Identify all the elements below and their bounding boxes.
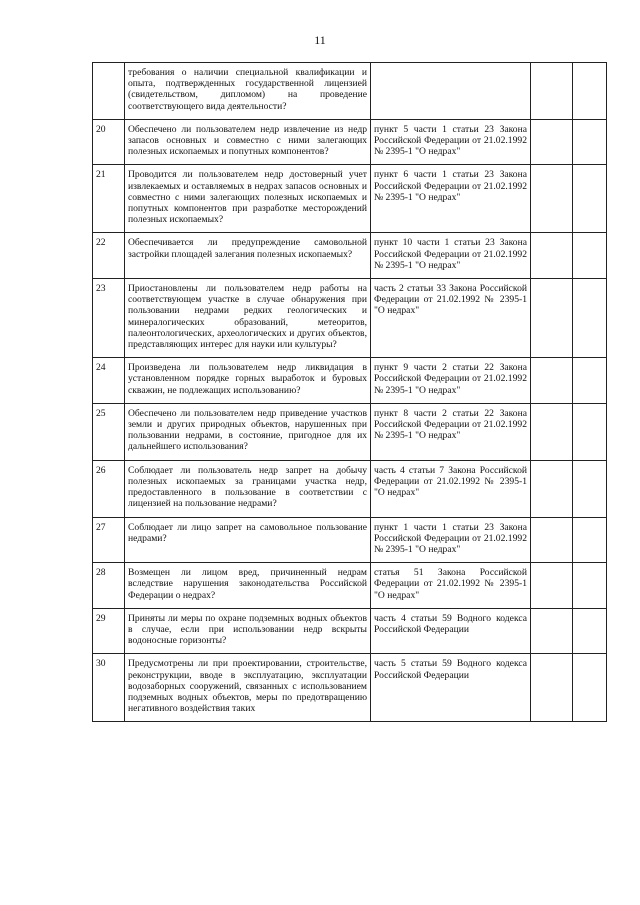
answer-cell <box>531 517 573 563</box>
question-cell: Возмещен ли лицом вред, причиненный недрам вследствие нарушения законодательства Российской Федерации о недрах? <box>125 563 371 609</box>
legal-reference-cell: часть 2 статьи 33 Закона Российской Федерации от 21.02.1992 № 2395-1 "О недрах" <box>371 279 531 358</box>
legal-reference-cell: пункт 10 части 1 статьи 23 Закона Российской Федерации от 21.02.1992 № 2395-1 "О недрах" <box>371 233 531 279</box>
note-cell <box>573 279 607 358</box>
table-row <box>93 358 607 404</box>
answer-cell <box>531 63 573 120</box>
legal-reference-cell: часть 4 статьи 7 Закона Российской Федерации от 21.02.1992 № 2395-1 "О недрах" <box>371 460 531 517</box>
answer-cell <box>531 165 573 233</box>
note-cell <box>573 563 607 609</box>
row-number <box>93 63 125 120</box>
row-number: 24 <box>93 358 125 404</box>
row-number: 27 <box>93 517 125 563</box>
row-number: 28 <box>93 563 125 609</box>
note-cell <box>573 654 607 722</box>
checklist-table <box>92 62 607 722</box>
answer-cell <box>531 358 573 404</box>
table-row <box>93 403 607 460</box>
question-cell: Проводится ли пользователем недр достоверный учет извлекаемых и оставляемых в недрах запасов основных и совместно с ними залегающих полезных ископаемых и попутных компонентов при разработке месторождений полезных ископаемых? <box>125 165 371 233</box>
question-cell: Приостановлены ли пользователем недр работы на соответствующем участке в случае обнаружения при пользовании недрами редких геологических и минералогических образований, метеоритов, палеонтологических, археологических и других объектов, представляющих интерес для науки или культуры? <box>125 279 371 358</box>
table-row <box>93 165 607 233</box>
question-cell: Предусмотрены ли при проектировании, строительстве, реконструкции, вводе в эксплуатацию, эксплуатации водозаборных сооружений, связанных с использованием подземных водных объектов, меры по предотвращению негативного воздействия таких <box>125 654 371 722</box>
answer-cell <box>531 563 573 609</box>
row-number: 29 <box>93 608 125 654</box>
table-row <box>93 563 607 609</box>
row-number: 22 <box>93 233 125 279</box>
table-row <box>93 460 607 517</box>
table-row <box>93 517 607 563</box>
row-number: 25 <box>93 403 125 460</box>
table-row <box>93 119 607 165</box>
answer-cell <box>531 654 573 722</box>
legal-reference-cell: пункт 5 части 1 статьи 23 Закона Российской Федерации от 21.02.1992 № 2395-1 "О недрах" <box>371 119 531 165</box>
question-cell: Соблюдает ли пользователь недр запрет на добычу полезных ископаемых за границами участка недр, предоставленного в пользование в соответствии с лицензией на пользование недрами? <box>125 460 371 517</box>
note-cell <box>573 165 607 233</box>
row-number: 23 <box>93 279 125 358</box>
legal-reference-cell <box>371 63 531 120</box>
table-row <box>93 654 607 722</box>
note-cell <box>573 233 607 279</box>
question-cell: Соблюдает ли лицо запрет на самовольное пользование недрами? <box>125 517 371 563</box>
row-number: 21 <box>93 165 125 233</box>
answer-cell <box>531 403 573 460</box>
note-cell <box>573 63 607 120</box>
note-cell <box>573 608 607 654</box>
row-number: 20 <box>93 119 125 165</box>
note-cell <box>573 460 607 517</box>
table-row <box>93 233 607 279</box>
question-cell: Произведена ли пользователем недр ликвидация в установленном порядке горных выработок и буровых скважин, не подлежащих использованию? <box>125 358 371 404</box>
answer-cell <box>531 119 573 165</box>
legal-reference-cell: пункт 1 части 1 статьи 23 Закона Российской Федерации от 21.02.1992 № 2395-1 "О недрах" <box>371 517 531 563</box>
table-row <box>93 63 607 120</box>
question-cell: требования о наличии специальной квалификации и опыта, подтвержденных государственной лицензией (свидетельством, дипломом) на проведение соответствующего вида деятельности? <box>125 63 371 120</box>
answer-cell <box>531 279 573 358</box>
note-cell <box>573 119 607 165</box>
legal-reference-cell: пункт 8 части 2 статьи 22 Закона Российской Федерации от 21.02.1992 № 2395-1 "О недрах" <box>371 403 531 460</box>
page-number: 11 <box>314 33 326 47</box>
question-cell: Обеспечено ли пользователем недр приведение участков земли и других природных объектов, нарушенных при пользовании недрами, в состояние, пригодное для их дальнейшего использования? <box>125 403 371 460</box>
legal-reference-cell: пункт 6 части 1 статьи 23 Закона Российской Федерации от 21.02.1992 № 2395-1 "О недрах" <box>371 165 531 233</box>
table-row <box>93 608 607 654</box>
row-number: 26 <box>93 460 125 517</box>
row-number: 30 <box>93 654 125 722</box>
question-cell: Обеспечено ли пользователем недр извлечение из недр запасов основных и совместно с ними залегающих полезных ископаемых и попутных компонентов? <box>125 119 371 165</box>
answer-cell <box>531 460 573 517</box>
answer-cell <box>531 608 573 654</box>
question-cell: Приняты ли меры по охране подземных водных объектов в случае, если при использовании недр вскрыты водоносные горизонты? <box>125 608 371 654</box>
legal-reference-cell: пункт 9 части 2 статьи 22 Закона Российской Федерации от 21.02.1992 № 2395-1 "О недрах" <box>371 358 531 404</box>
note-cell <box>573 358 607 404</box>
legal-reference-cell: часть 4 статьи 59 Водного кодекса Российской Федерации <box>371 608 531 654</box>
note-cell <box>573 517 607 563</box>
note-cell <box>573 403 607 460</box>
legal-reference-cell: часть 5 статьи 59 Водного кодекса Российской Федерации <box>371 654 531 722</box>
answer-cell <box>531 233 573 279</box>
question-cell: Обеспечивается ли предупреждение самовольной застройки площадей залегания полезных ископаемых? <box>125 233 371 279</box>
legal-reference-cell: статья 51 Закона Российской Федерации от 21.02.1992 № 2395-1 "О недрах" <box>371 563 531 609</box>
table-row <box>93 279 607 358</box>
